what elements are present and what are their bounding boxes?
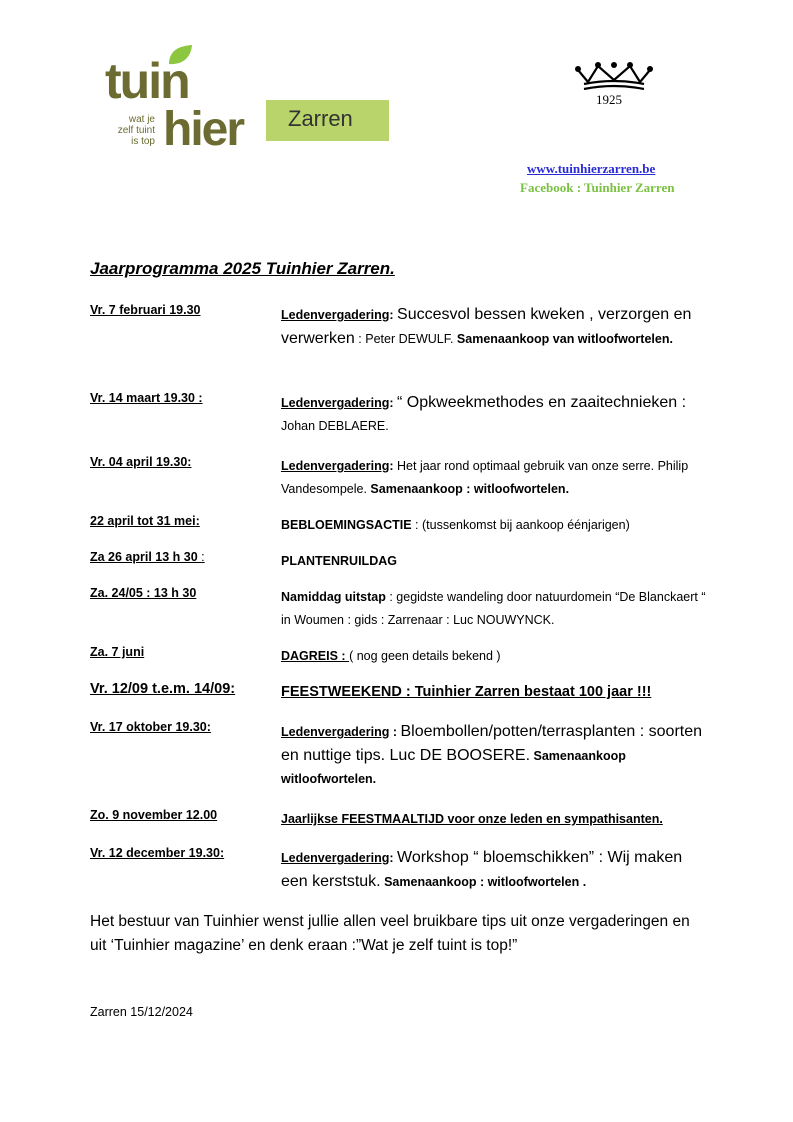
event-date: Za. 7 juni: [90, 645, 145, 659]
event-date: Zo. 9 november 12.00: [90, 808, 218, 822]
event-date: Vr. 7 februari 19.30: [90, 303, 201, 317]
event-description: Ledenvergadering: Workshop “ bloemschikken” : Wij maken een kerststuk. Samenaankoop : witloofwortelen .: [281, 849, 683, 890]
website-link[interactable]: www.tuinhierzarren.be: [527, 161, 656, 176]
event-date: Za. 24/05 : 13 h 30: [90, 586, 197, 600]
event-date: Vr. 17 oktober 19.30:: [90, 720, 211, 734]
page-title: Jaarprogramma 2025 Tuinhier Zarren.: [90, 259, 395, 278]
event-description: PLANTENRUILDAG: [281, 554, 397, 568]
signoff-date: Zarren 15/12/2024: [90, 1005, 193, 1019]
event-description: Ledenvergadering: Succesvol bessen kweken , verzorgen en verwerken : Peter DEWULF. Samenaankoop van witloofwortelen.: [281, 306, 692, 347]
event-description: Ledenvergadering : Bloembollen/potten/terrasplanten : soorten en nuttige tips. Luc DE BOOSERE. Samenaankoop witloofwortelen.: [281, 723, 703, 786]
logo-text-tuin: tuin: [105, 53, 189, 109]
event-date: Vr. 12/09 t.e.m. 14/09:: [90, 681, 236, 697]
event-description: Namiddag uitstap : gegidste wandeling door natuurdomein “De Blanckaert “ in Woumen : gids : Zarrenaar : Luc NOUWYNCK.: [281, 590, 706, 627]
event-date: Vr. 12 december 19.30:: [90, 846, 225, 860]
local-name: Zarren: [288, 106, 353, 131]
event-date: Vr. 04 april 19.30:: [90, 455, 192, 469]
event-description: Ledenvergadering: “ Opkweekmethodes en zaaitechnieken : Johan DEBLAERE.: [281, 394, 687, 433]
event-date: Vr. 14 maart 19.30 :: [90, 391, 203, 405]
facebook-label: Facebook : Tuinhier Zarren: [520, 180, 675, 195]
logo-text-hier: hier: [163, 103, 244, 156]
logo-slogan: wat je zelf tuint is top: [117, 114, 155, 147]
event-description: Ledenvergadering: Het jaar rond optimaal gebruik van onze serre. Philip Vandesompele. Samenaankoop : witloofwortelen.: [281, 459, 689, 496]
closing-message: Het bestuur van Tuinhier wenst jullie allen veel bruikbare tips uit onze vergaderingen en uit ‘Tuinhier magazine’ en denk eraan :”Wat je zelf tuint is top!”: [90, 913, 690, 954]
event-description: Jaarlijkse FEESTMAALTIJD voor onze leden en sympathisanten.: [281, 812, 663, 826]
event-description: DAGREIS : ( nog geen details bekend ): [281, 649, 501, 663]
event-description: BEBLOEMINGSACTIE : (tussenkomst bij aankoop éénjarigen): [281, 518, 630, 532]
local-name-badge: [266, 100, 389, 141]
crown-icon: [572, 60, 656, 92]
founding-year: 1925: [596, 92, 622, 107]
event-description: FEESTWEEKEND : Tuinhier Zarren bestaat 100 jaar !!!: [281, 684, 652, 700]
event-date: 22 april tot 31 mei:: [90, 514, 200, 528]
event-date: Za 26 april 13 h 30 :: [90, 550, 205, 564]
tuinhier-logo: [105, 44, 275, 164]
